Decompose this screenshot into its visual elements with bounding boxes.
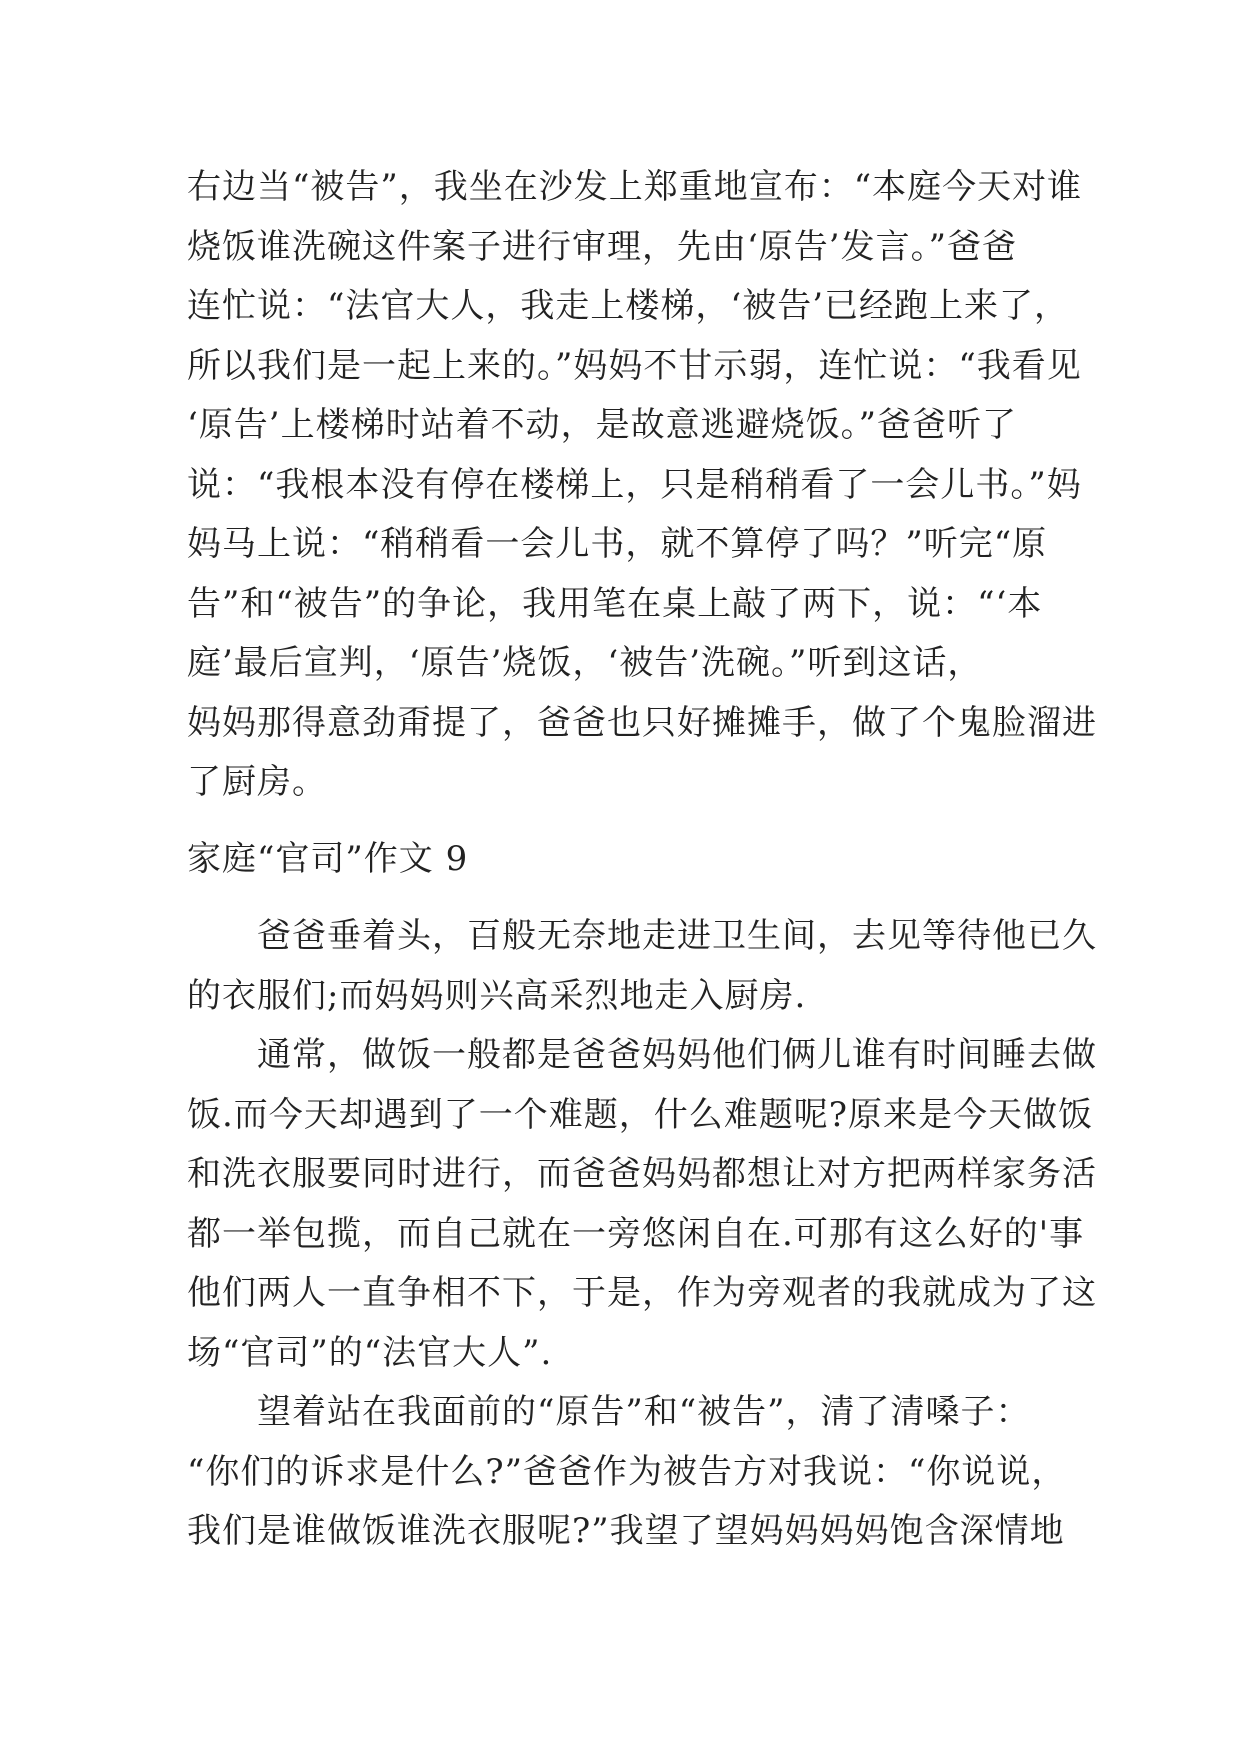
essay-title bbox=[187, 830, 1067, 890]
essay-title-text: 家庭“官司”作文 9 bbox=[187, 839, 469, 879]
text-line: 右边当“被告”，我坐在沙发上郑重地宣布：“本庭今天对谁 bbox=[187, 167, 1083, 207]
text-line: 他们两人一直争相不下，于是，作为旁观者的我就成为了这 bbox=[187, 1273, 1097, 1313]
text-line: ‘原告’上楼梯时站着不动，是故意逃避烧饭。”爸爸听了 bbox=[187, 405, 1017, 445]
text-line: 爸爸垂着头，百般无奈地走进卫生间，去见等待他已久 bbox=[257, 916, 1097, 956]
essay-paragraph bbox=[187, 907, 1097, 1026]
text-line: 望着站在我面前的“原告”和“被告”，清了清嗓子： bbox=[257, 1392, 1031, 1432]
essay-body bbox=[187, 907, 1097, 1562]
text-line: 饭.而今天却遇到了一个难题，什么难题呢?原来是今天做饭 bbox=[187, 1094, 1094, 1135]
text-line: 说：“我根本没有停在楼梯上，只是稍稍看了一会儿书。”妈 bbox=[187, 464, 1082, 505]
continued-paragraph bbox=[187, 158, 1097, 813]
essay-paragraph bbox=[187, 1026, 1097, 1383]
text-line: 都一举包揽，而自己就在一旁悠闲自在.可那有这么好的'事 bbox=[187, 1213, 1085, 1254]
text-line: 烧饭谁洗碗这件案子进行审理，先由‘原告’发言。”爸爸 bbox=[187, 226, 1017, 267]
text-line: “你们的诉求是什么?”爸爸作为被告方对我说：“你说说， bbox=[187, 1451, 1067, 1492]
text-line: 我们是谁做饭谁洗衣服呢?”我望了望妈妈妈妈饱含深情地 bbox=[187, 1511, 1065, 1551]
text-line: 告”和“被告”的争论，我用笔在桌上敲了两下，说：“‘本 bbox=[187, 583, 1043, 624]
text-line: 连忙说：“法官大人，我走上楼梯，‘被告’已经跑上来了， bbox=[187, 286, 1069, 326]
text-line: 庭’最后宣判，‘原告’烧饭，‘被告’洗碗。”听到这话， bbox=[187, 643, 983, 683]
text-line: 和洗衣服要同时进行，而爸爸妈妈都想让对方把两样家务活 bbox=[187, 1154, 1097, 1194]
text-line: 了厨房。 bbox=[187, 762, 327, 802]
text-line: 的衣服们;而妈妈则兴高采烈地走入厨房. bbox=[187, 975, 807, 1016]
essay-paragraph bbox=[187, 1383, 1067, 1562]
text-line: 所以我们是一起上来的。”妈妈不甘示弱，连忙说：“我看见 bbox=[187, 345, 1082, 386]
text-line: 通常，做饭一般都是爸爸妈妈他们俩儿谁有时间睡去做 bbox=[257, 1035, 1097, 1075]
text-line: 场“官司”的“法官大人”. bbox=[187, 1332, 553, 1373]
text-line: 妈马上说：“稍稍看一会儿书，就不算停了吗？”听完“原 bbox=[187, 524, 1048, 564]
text-line: 妈妈那得意劲甭提了，爸爸也只好摊摊手，做了个鬼脸溜进 bbox=[187, 702, 1097, 743]
